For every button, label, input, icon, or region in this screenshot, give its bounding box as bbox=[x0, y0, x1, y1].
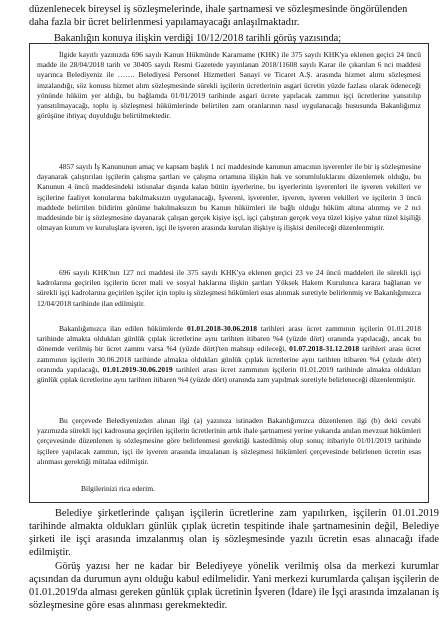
date-range-bold: 01.01.2019-30.06.2019 bbox=[102, 364, 173, 374]
commentary-paragraph-1: Belediye şirketlerinde çalışan işçilerin ücretlerine zam yapılırken, işçilerin 01.01.2019 tarihinde almakta oldukları günlük çıplak ücretin tespitinde ihale şartnamesinin değil, Belediye şirketi ile işçi arasında imzalanmış olan iş sözleşmesinde yazılı ücretin esas alınacağı ifade edilmiştir. bbox=[29, 508, 439, 558]
quoted-letter-box bbox=[29, 43, 429, 503]
opinion-heading: Bakanlığın konuya ilişkin verdiği 10/12/2018 tarihli görüş yazısında; bbox=[54, 33, 342, 44]
date-range-bold: 01.07.2018-31.12.2018 bbox=[289, 344, 360, 354]
commentary-paragraph-2: Görüş yazısı her ne kadar bir Belediyeye yönelik verilmiş olsa da merkezi kurumlar açısından da durumun aynı olduğu kabul edilmelidir. Yani merkezi kurumlarda çalışan işçilerin de 01.01.2019'da alması gereken günlük çıplak ücretinin İşveren (İdare) ile İşçi arasında imzalanan iş sözleşmesine göre esas alınması gerekmektedir. bbox=[29, 561, 439, 611]
letter-paragraph-4 bbox=[37, 324, 421, 385]
letter-text-segment: tarihleri arası ücret zammının işçilerin 30.06.2018 tarihinde almakta oldukları günlük çıplak ücretlerine aynı tarihten itibaren %4 (yüzde dört) oranında yapılacağı, bbox=[37, 344, 421, 374]
intro-line-2: daha fazla bir ücret belirlenmesi yapılamayacağı anlaşılmaktadır. bbox=[29, 17, 300, 28]
letter-paragraph-1: İlgide kayıtlı yazınızda 696 sayılı Kanun Hükmünde Kararname (KHK) ile 375 sayılı KHK'ya eklenen geçici 24 üncü madde ile 28/04/2018 tarih ve 30405 sayılı Resmi Gazetede yayınlanan 2018/11608 sayılı Karar ile çıkarılan 6 nci maddesi uyarınca Belediyeniz ile ……. Belediyesi Personel Hizmetleri Sanayi ve Ticaret A.Ş. arasında hizmet alımı sözleşmesi imzalandığı, söz konusu hizmet alım sözleşmesinde sürekli işçilerin ücretlerinin asgari ücretin yüzde fazlası olarak ödeneceği yönünde hüküm yer aldığı, bu bağlamda 01/01/2019 tarihinde asgari ücrete yapılacak zammın işçi ücretlerine yansıtılıp yansıtılmayacağı, toplu iş sözleşmesi hükümlerinde belirtilen zam oranlarının nasıl uygulanacağı hususunda Bakanlığımız görüşüne ihtiyaç duyulduğu belirtilmektedir. bbox=[37, 50, 421, 121]
date-range-bold: 01.01.2018-30.06.2018 bbox=[186, 324, 257, 333]
letter-closing: Bilgilerinizi rica ederim. bbox=[81, 484, 155, 493]
letter-paragraph-3: 696 sayılı KHK'nın 127 nci maddesi ile 375 sayılı KHK'ya eklenen geçici 23 ve 24 üncü maddeleri ile sürekli işçi kadrolarına geçirilen işçilerin ücret mali ve sosyal haklarına ilişkin şartları Yüksek Hakem Kurulunca karara bağlanan ve sürekli işçi kadrolarına geçirilen işçiler için toplu iş sözleşmesi hükümleri esas alınmak suretiyle belirlenmiş ve Bakanlığımızca 12/04/2018 tarihinde ilan edilmiştir. bbox=[37, 268, 421, 308]
letter-text-segment: tarihleri arası ücret zammının işçilerin 01.01.2018 tarihinde almakta oldukları günlük çıplak ücretlerine aynı tarihten itibaren %4 (yüzde dört) oranında yapılacağı, ancak bu dönemde verilmiş bir ücret zammı varsa %4 (yüzde dört)'ten mahsup edileceği, bbox=[37, 324, 421, 354]
letter-text-segment: tarihleri arası ücret zammının işçilerin 01.01.2019 tarihinde almakta oldukları günlük çıplak ücretlerine aynı tarihten itibaren %4 (yüzde dört) oranında zam yapılmak suretiyle belirleneceği düzenlenmiştir. bbox=[37, 364, 421, 385]
letter-paragraph-5: Bu çerçevede Belediyenizden alınan ilgi (a) yazınıza istinaden Bakanlığımızca düzenlenen ilgi (b) deki cevabi yazımızda sürekli işçi kadrosuna geçirilen işçilerin ücretlerinin artık ihale şartnamesi yerine yukarıda anılan mevzuat hükümleri çerçevesinde düzenlenen iş sözleşmesine göre belirlenmesi gerektiği kastedilmiş olup sonuç itibariyle 01/01/2019 tarihinde işçilere yapılacak zammın, işçi ile işveren arasında imzalanan iş sözleşmesi hükümleri çerçevesinde belirlenen ücretin esas alınması gerektiği mütalaa edilmiştir. bbox=[37, 416, 421, 466]
intro-line-1: düzenlenecek bireysel iş sözleşmelerinde, ihale şartnamesi ve sözleşmesinde öngörülenden bbox=[29, 4, 408, 15]
letter-paragraph-2: 4857 sayılı İş Kanununun amaç ve kapsam başlık 1 nci maddesinde kanunun amacının işverenler ile bir iş sözleşmesine dayanarak çalıştırılan işçilerin çalışma şartları ve çalışma ortamına ilişkin hak ve sorumluluklarını düzenlemek olduğu, bu Kanunun 4 üncü maddesindeki istisnalar dışında kalan bütün işyerlerine, bu işyerlerinin işverenleri ile işveren vekilleri ve işçilerine faaliyet konularına bakılmaksızın uygulanacağı, İşvereni, işverenler, işveren, işveren vekilleri ve işçilerin 3 üncü maddede belirtilen bildirim günüme bakılmaksızın bu Kanun hükümleri ile bağlı olduğu hüküm altına alınmış ve 2 nci maddesinde bir iş sözleşmesine dayanarak çalışan gerçek kişiye işçi, işçi çalıştıran gerçek veya tüzel kişiye yahut tüzel kişiliği olmayan kurum ve kuruluşlara işveren, işçi ile işveren arasında kurulan ilişkiye iş ilişkisi denileceği düzenlenmiştir. bbox=[37, 162, 421, 233]
letter-text-segment: Bakanlığımızca ilan edilen hükümlerde bbox=[59, 324, 187, 333]
